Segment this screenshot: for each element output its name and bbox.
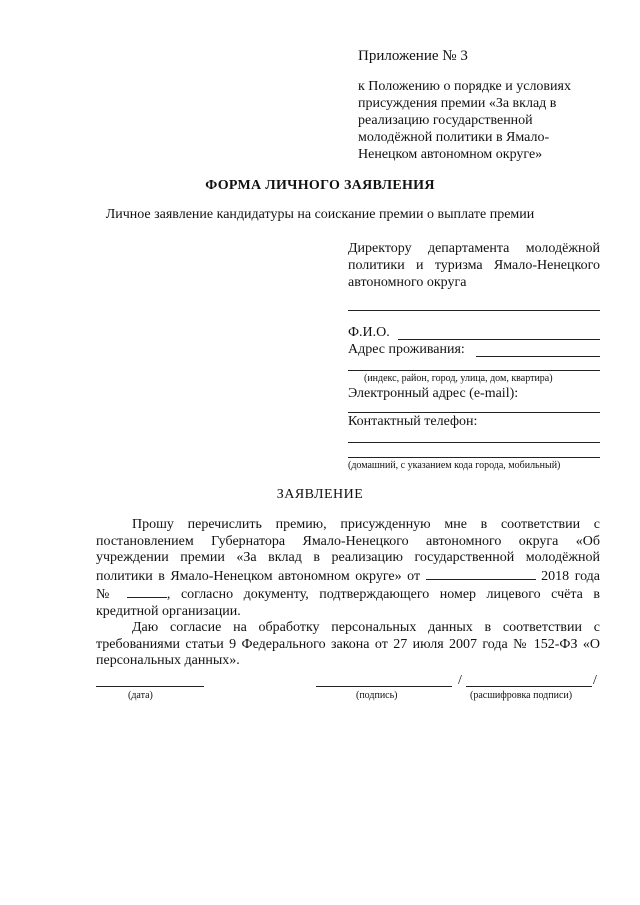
separator-left: / <box>458 673 462 688</box>
decode-caption: (расшифровка подписи) <box>470 690 573 701</box>
signature-caption: (подпись) <box>356 690 398 701</box>
phone-hint: (домашний, с указанием кода города, мобильный) <box>348 460 561 471</box>
address-blank-1[interactable] <box>476 356 600 357</box>
address-blank-2[interactable] <box>348 370 600 371</box>
form-title: ФОРМА ЛИЧНОГО ЗАЯВЛЕНИЯ <box>205 178 435 193</box>
statement-body <box>96 517 600 670</box>
statement-text: 2018 года № <box>96 568 601 602</box>
date-blank[interactable] <box>426 567 536 580</box>
address-hint: (индекс, район, город, улица, дом, квартира) <box>364 373 553 384</box>
statement-text: Прошу перечислить премию, присужденную мне в соответствии с постановлением Губернатора Ямало-Ненецкого автономного округа «Об учреждении премии «За вклад в реализацию государственной молодёжной политики в Ямало-Ненецком автономном округе» от <box>96 517 600 584</box>
form-subtitle: Личное заявление кандидатуры на соискание премии о выплате премии <box>105 207 535 222</box>
fio-label: Ф.И.О. <box>348 325 390 340</box>
email-blank[interactable] <box>348 412 600 413</box>
addressee-name-blank[interactable] <box>348 310 600 311</box>
separator-right: / <box>593 673 597 688</box>
appendix-reference: к Положению о порядке и условиях присуждения премии «За вклад в реализацию государственной молодёжной политики в Ямало-Ненецком автономном округе» <box>358 79 571 162</box>
statement-text: , согласно документу, подтверждающего номер лицевого счёта в кредитной организации. <box>96 587 601 619</box>
date-caption: (дата) <box>128 690 153 701</box>
statement-heading: ЗАЯВЛЕНИЕ <box>276 487 364 502</box>
email-label: Электронный адрес (e-mail): <box>348 386 519 401</box>
address-label: Адрес проживания: <box>348 342 465 357</box>
number-blank[interactable] <box>127 585 167 598</box>
addressee-block: Директору департамента молодёжной политики и туризма Ямало-Ненецкого автономного округа <box>348 241 600 290</box>
fio-blank[interactable] <box>398 339 600 340</box>
phone-blank-1[interactable] <box>348 442 600 443</box>
date-signature-blank[interactable] <box>96 686 204 687</box>
phone-blank-2[interactable] <box>348 457 600 458</box>
statement-paragraph-1 <box>96 517 600 620</box>
statement-paragraph-2: Даю согласие на обработку персональных данных в соответствии с требованиями статьи 9 Федерального закона от 27 июля 2007 года № 152-ФЗ «О персональных данных». <box>96 620 600 668</box>
signature-blank[interactable] <box>316 686 452 687</box>
signature-decode-blank[interactable] <box>466 686 592 687</box>
appendix-number: Приложение № 3 <box>358 48 468 64</box>
phone-label: Контактный телефон: <box>348 414 478 429</box>
